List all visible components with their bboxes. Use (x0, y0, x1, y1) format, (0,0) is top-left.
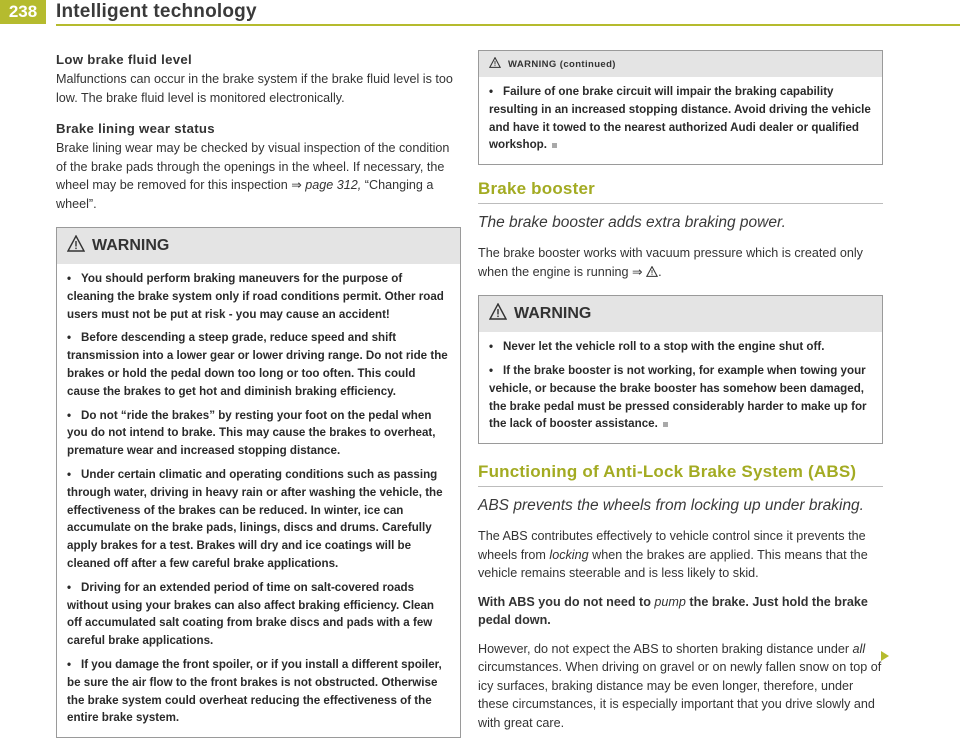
page-header (0, 0, 960, 26)
left-column (56, 52, 461, 756)
warning-continued-title: WARNING (continued) (508, 58, 616, 70)
abs-p1-italic: locking (549, 547, 589, 562)
heading-rule (478, 486, 883, 487)
warning-continued-header (479, 51, 882, 77)
abs-p2-b: the brake. Just hold the brake pedal down. (478, 594, 868, 628)
section-title: Intelligent technology (56, 1, 257, 22)
warning-item-text: Failure of one brake circuit will impair the braking capability resulting in an increased stopping distance. Avoid driving the vehicle and have it towed to the nearest authorized Audi dealer or qualified workshop. (489, 85, 871, 152)
warning-continued-body (479, 77, 882, 164)
brake-booster-text: The brake booster works with vacuum pressure which is created only when the engine is running ⇒ . (478, 246, 863, 279)
warning-item: • Under certain climatic and operating conditions such as passing through water, driving in heavy rain or after washing the vehicle, the effectiveness of the brakes can be reduced. In winter, ice can accumulate on the brake pads, linings, discs and drums. Carefully apply brakes for a test. Brakes will dry and ice coatings will be cleaned off after a few careful brake applications. (67, 467, 443, 570)
abs-p2-a: With ABS you do not need to (478, 594, 655, 609)
lining-wear-text-a: Brake lining wear may be checked by visual inspection of the condition of the brake pads through the openings in the wheel. If necessary, the wheel may be removed for this inspection (56, 141, 450, 192)
booster-warning-header (479, 296, 882, 332)
abs-heading: Functioning of Anti-Lock Brake System (ABS) (478, 462, 857, 482)
page-reference-link[interactable]: page 312, (301, 178, 362, 192)
lining-wear-text-b: “Changing a wheel”. (56, 178, 434, 211)
warning-triangle-icon (489, 303, 507, 325)
warning-continued-box (478, 50, 883, 165)
warning-reference-icon[interactable] (646, 265, 658, 279)
abs-p3-b: circumstances. When driving on gravel or on newly fallen snow on top of icy surfaces, braking distance may be even longer, therefore, under these circumstances, it is especially important that you drive slowly and with great care. (478, 660, 882, 730)
abs-paragraph-3 (478, 640, 883, 733)
continue-arrow-icon (880, 650, 890, 665)
brake-booster-text-a: The brake booster works with vacuum pressure which is created only when the engine is running ⇒ (478, 246, 863, 279)
warning-item-text: Driving for an extended period of time on salt-covered roads without using your brakes can also affect braking efficiency. Clean off accumulated salt coating from brake discs and pads with a few careful brake applications. (67, 580, 435, 648)
warning-item-text: If you damage the front spoiler, or if you install a different spoiler, be sure the air flow to the front brakes is not obstructed. Otherwise the brake system could overheat reducing the effectiveness of the entire brake system. (67, 657, 442, 725)
warning-title: WARNING (92, 237, 170, 254)
reference-arrow-icon: ⇒ (291, 178, 302, 192)
abs-p1-b: when the brakes are applied. This means that the vehicle remains steerable and is less likely to skid. (478, 547, 868, 581)
warning-item: • You should perform braking maneuvers for the purpose of cleaning the brake system only if road conditions permit. Other road users must not be put at risk - you may cause an accident! (67, 272, 444, 321)
brake-booster-heading: Brake booster (478, 179, 595, 199)
abs-p3-italic: all (852, 641, 866, 656)
warning-item: • If you damage the front spoiler, or if you install a different spoiler, be sure the air flow to the front brakes is not obstructed. Otherwise the brake system could overheat reducing the effectiveness of the entire brake system. (67, 657, 442, 725)
right-column (478, 50, 883, 742)
low-fluid-text: Malfunctions can occur in the brake system if the brake fluid level is too low. The brake fluid level is monitored electronically. (56, 72, 453, 105)
abs-p1-a: The ABS contributes effectively to vehicle control since it prevents the wheels from (478, 529, 866, 562)
low-fluid-heading: Low brake fluid level (56, 52, 193, 67)
warning-item-text: Do not “ride the brakes” by resting your foot on the pedal when you do not intend to brake. This may cause the brakes to overheat, premature wear and increased stopping distance. (67, 408, 436, 458)
abs-p3-a: However, do not expect the ABS to shorten braking distance under (478, 641, 853, 656)
end-marker-icon (552, 143, 557, 148)
warning-item-text: Before descending a steep grade, reduce speed and shift transmission into a lower gear or lower driving range. Do not ride the brakes or hold the pedal down too long or too often. This could cause the brakes to get hot and diminish braking efficiency. (67, 331, 448, 398)
booster-warning-body (479, 332, 882, 443)
booster-warning-box (478, 295, 883, 444)
warning-item: • Do not “ride the brakes” by resting your foot on the pedal when you do not intend to brake. This may cause the brakes to overheat, premature wear and increased stopping distance. (67, 408, 436, 458)
end-marker-icon (663, 422, 668, 427)
page-number: 238 (0, 0, 46, 24)
warning-item: • Failure of one brake circuit will impair the braking capability resulting in an increased stopping distance. Avoid driving the vehicle and have it towed to the nearest authorized Audi dealer or qualified workshop. (489, 85, 871, 152)
warning-body (57, 264, 460, 737)
abs-p2-italic: pump (654, 594, 686, 609)
warning-item: • Driving for an extended period of time on salt-covered roads without using your brakes can also affect braking efficiency. Clean off accumulated salt coating from brake discs and pads with a few careful brake applications. (67, 580, 435, 648)
warning-item: • Never let the vehicle roll to a stop with the engine shut off. (489, 340, 825, 354)
heading-rule (478, 203, 883, 204)
warning-item-text: Under certain climatic and operating conditions such as passing through water, driving in heavy rain or after washing the vehicle, the effectiveness of the brakes can be reduced. In winter, ice can accumulate on the brake pads, linings, discs and drums. Carefully apply brakes for a test. Brakes will dry and ice coatings will be cleaned off after a few careful brake applications. (67, 467, 443, 570)
warning-triangle-icon (489, 57, 501, 71)
warning-item-text: Never let the vehicle roll to a stop with the engine shut off. (503, 340, 825, 354)
abs-paragraph-1 (478, 527, 883, 583)
warning-item: • Before descending a steep grade, reduce speed and shift transmission into a lower gear or lower driving range. Do not ride the brakes or hold the pedal down too long or too often. This could cause the brakes to get hot and diminish braking efficiency. (67, 331, 448, 398)
warning-triangle-icon (67, 235, 85, 257)
lining-wear-text (56, 139, 461, 213)
warning-item-text: If the brake booster is not working, for example when towing your vehicle, or because the brake booster has somehow been damaged, the brake pedal must be pressed considerably harder to make up for the lack of booster assistance. (489, 363, 867, 431)
warning-item-text: You should perform braking maneuvers for the purpose of cleaning the brake system only if road conditions permit. Other road users must not be put at risk - you may cause an accident! (67, 272, 444, 321)
warning-header (57, 228, 460, 264)
lining-wear-heading: Brake lining wear status (56, 121, 215, 136)
warning-item: • If the brake booster is not working, for example when towing your vehicle, or because the brake booster has somehow been damaged, the brake pedal must be pressed considerably harder to make up for the lack of booster assistance. (489, 363, 867, 431)
header-rule (56, 24, 960, 26)
abs-paragraph-2 (478, 593, 883, 630)
booster-warning-title: WARNING (514, 305, 592, 323)
abs-subtitle: ABS prevents the wheels from locking up under braking. (478, 497, 864, 515)
brake-booster-subtitle: The brake booster adds extra braking power. (478, 214, 786, 232)
warning-box (56, 227, 461, 738)
